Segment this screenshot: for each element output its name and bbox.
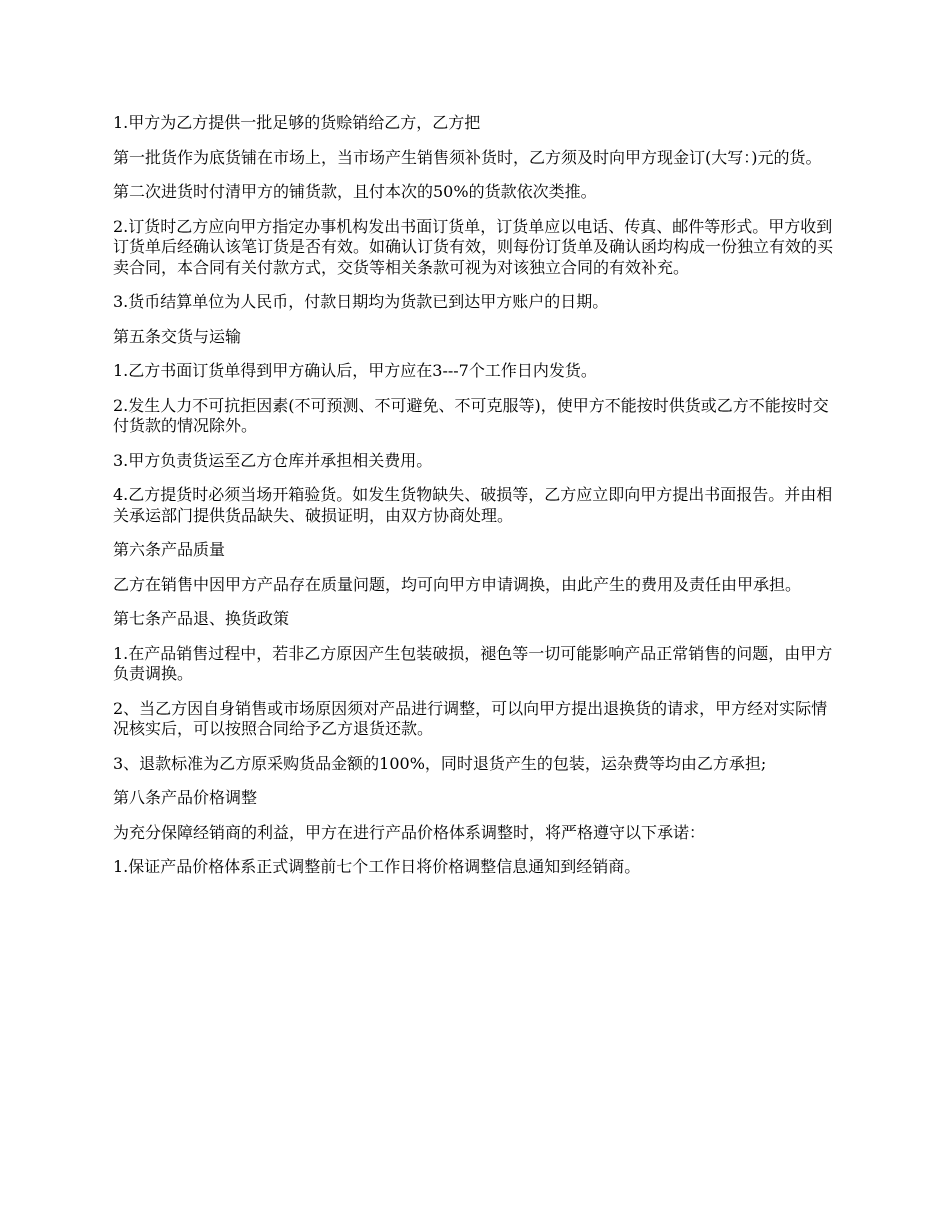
paragraph: 1.保证产品价格体系正式调整前七个工作日将价格调整信息通知到经销商。 <box>113 857 641 876</box>
paragraph: 2.订货时乙方应向甲方指定办事机构发出书面订货单，订货单应以电话、传真、邮件等形式。甲方收到订货单后经确认该笔订货是否有效。如确认订货有效，则每份订货单及确认函均构成一份独立有效的买卖合同，本合同有关付款方式，交货等相关条款可视为对该独立合同的有效补充。 <box>113 216 834 277</box>
paragraph: 为充分保障经销商的利益，甲方在进行产品价格体系调整时，将严格遵守以下承诺： <box>113 822 706 842</box>
paragraph: 1.乙方书面订货单得到甲方确认后，甲方应在3---7个工作日内发货。 <box>113 361 597 380</box>
section-heading: 第六条产品质量 <box>113 540 226 559</box>
paragraph: 1.甲方为乙方提供一批足够的货赊销给乙方，乙方把 <box>113 113 481 132</box>
paragraph: 3.甲方负责货运至乙方仓库并承担相关费用。 <box>113 450 433 470</box>
paragraph: 3.货币结算单位为人民币，付款日期均为货款已到达甲方账户的日期。 <box>113 292 609 311</box>
paragraph: 2.发生人力不可抗拒因素(不可预测、不可避免、不可克服等)，使甲方不能按时供货或乙方不能按时交付货款的情况除外。 <box>113 395 829 435</box>
paragraph: 乙方在销售中因甲方产品存在质量问题，均可向甲方申请调换，由此产生的费用及责任由甲承担。 <box>113 574 802 594</box>
section-heading: 第八条产品价格调整 <box>113 788 258 807</box>
document-page <box>113 113 841 892</box>
section-heading: 第五条交货与运输 <box>113 326 242 346</box>
paragraph: 1.在产品销售过程中，若非乙方原因产生包装破损，褪色等一切可能影响产品正常销售的问题，由甲方负责调换。 <box>113 643 833 683</box>
paragraph: 第一批货作为底货铺在市场上，当市场产生销售须补货时，乙方须及时向甲方现金订(大写：)元的货。 <box>113 147 822 167</box>
paragraph: 4.乙方提货时必须当场开箱验货。如发生货物缺失、破损等，乙方应立即向甲方提出书面报告。并由相关承运部门提供货品缺失、破损证明，由双方协商处理。 <box>113 485 833 525</box>
paragraph: 第二次进货时付清甲方的铺货款，且付本次的50%的货款依次类推。 <box>113 182 597 201</box>
section-heading: 第七条产品退、换货政策 <box>113 609 290 628</box>
paragraph: 2、当乙方因自身销售或市场原因须对产品进行调整，可以向甲方提出退换货的请求，甲方经对实际情况核实后，可以按照合同给予乙方退货还款。 <box>113 698 828 738</box>
paragraph: 3、退款标准为乙方原采购货品金额的100%，同时退货产生的包装，运杂费等均由乙方承担; <box>113 753 767 773</box>
